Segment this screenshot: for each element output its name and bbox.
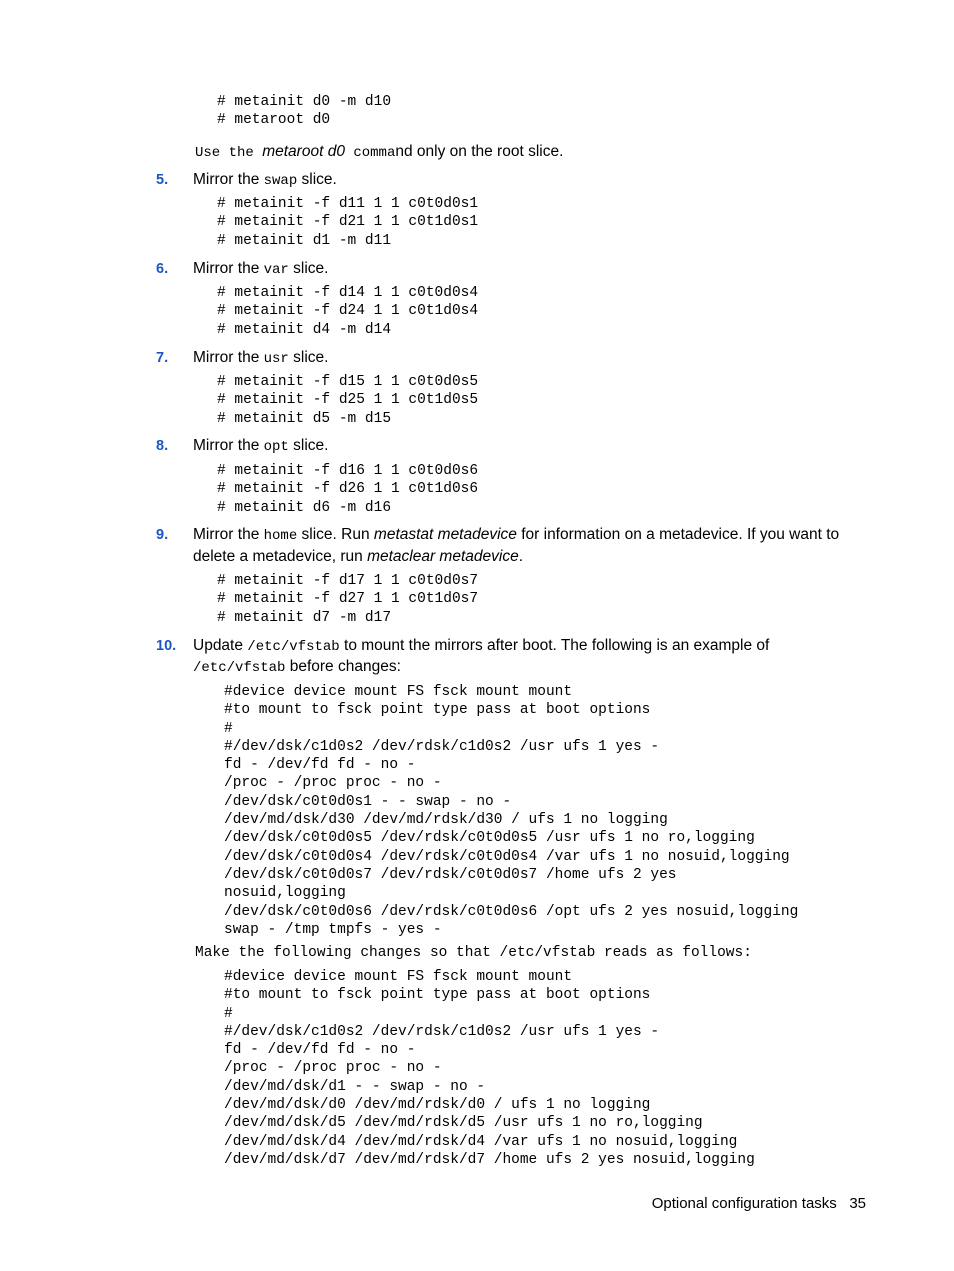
step-text: slice. — [288, 437, 329, 454]
page-footer — [652, 1193, 866, 1215]
step-10-text-line1 — [193, 635, 769, 658]
step-7-text — [193, 347, 328, 370]
code-line: /proc - /proc proc - no - — [224, 775, 442, 792]
code-block-metaroot — [217, 93, 391, 130]
note-mono-prefix: Use the — [195, 145, 263, 161]
code-line: /dev/dsk/c0t0d0s1 - - swap - no - — [224, 793, 512, 810]
step-text: Mirror the — [193, 526, 264, 543]
italic-command: metaclear metadevice — [367, 548, 519, 565]
step-text: delete a metadevice, run — [193, 548, 368, 565]
code-block-opt — [217, 462, 478, 517]
step-5-text — [193, 169, 337, 192]
page-number: 35 — [849, 1195, 866, 1212]
code-line: /dev/md/dsk/d0 /dev/md/rdsk/d0 / ufs 1 no logging — [224, 1097, 651, 1114]
step-text: slice. — [288, 260, 329, 277]
code-line: /dev/dsk/c0t0d0s4 /dev/rdsk/c0t0d0s4 /var ufs 1 no nosuid,logging — [224, 848, 790, 865]
inline-code: home — [263, 528, 298, 544]
step-text: Mirror the — [193, 349, 264, 366]
italic-command: metastat metadevice — [373, 526, 517, 543]
inline-code: swap — [263, 173, 298, 189]
code-line: #device device mount FS fsck mount mount — [224, 969, 573, 985]
note-mono-mid: comma — [344, 145, 396, 161]
step-9-text-line2 — [193, 546, 523, 568]
step-6-text — [193, 258, 328, 281]
inline-code: usr — [263, 351, 289, 367]
step-text: Update — [193, 637, 248, 654]
step-number: 5. — [156, 172, 169, 188]
code-line: swap - /tmp tmpfs - yes - — [224, 921, 442, 938]
step-number: 6. — [156, 261, 169, 277]
code-line: /proc - /proc proc - no - — [224, 1060, 442, 1077]
code-line: #/dev/dsk/c1d0s2 /dev/rdsk/c1d0s2 /usr ufs 1 yes - — [224, 738, 660, 755]
code-line: # metainit d6 -m d16 — [217, 499, 392, 516]
code-line: # metainit -f d25 1 1 c0t1d0s5 — [217, 392, 479, 409]
code-line: # metainit -f d16 1 1 c0t0d0s6 — [217, 463, 479, 479]
step-text: . — [518, 548, 523, 565]
code-line: nosuid,logging — [224, 885, 346, 902]
code-line: # metainit -f d15 1 1 c0t0d0s5 — [217, 374, 479, 390]
metaroot-note — [195, 141, 563, 164]
step-number: 10. — [156, 638, 177, 654]
step-text: before changes: — [285, 658, 401, 675]
code-line: # metainit d1 -m d11 — [217, 232, 392, 249]
step-number: 7. — [156, 350, 169, 366]
step-text: Mirror the — [193, 437, 264, 454]
code-line: # metainit d7 -m d17 — [217, 609, 392, 626]
code-line: # metainit -f d14 1 1 c0t0d0s4 — [217, 285, 479, 301]
code-line: fd - /dev/fd fd - no - — [224, 757, 416, 774]
code-line: #/dev/dsk/c1d0s2 /dev/rdsk/c1d0s2 /usr ufs 1 yes - — [224, 1023, 660, 1040]
code-line: # metainit d5 -m d15 — [217, 410, 392, 427]
code-block-var — [217, 284, 478, 339]
code-line: /dev/md/dsk/d30 /dev/md/rdsk/d30 / ufs 1 no logging — [224, 812, 668, 829]
code-block-usr — [217, 373, 478, 428]
code-line: /dev/md/dsk/d4 /dev/md/rdsk/d4 /var ufs 1 no nosuid,logging — [224, 1133, 738, 1150]
step-text: Mirror the — [193, 171, 264, 188]
inline-code: var — [263, 262, 289, 278]
code-line: /dev/dsk/c0t0d0s5 /dev/rdsk/c0t0d0s5 /usr ufs 1 no ro,logging — [224, 830, 755, 847]
code-line: /dev/md/dsk/d1 - - swap - no - — [224, 1078, 486, 1095]
code-block-vfstab-before — [224, 683, 798, 939]
code-line: /dev/md/dsk/d5 /dev/md/rdsk/d5 /usr ufs 1 no ro,logging — [224, 1115, 703, 1132]
make-changes-text: Make the following changes so that /etc/vfstab reads as follows: — [195, 945, 752, 961]
code-line: # metainit -f d17 1 1 c0t0d0s7 — [217, 573, 479, 589]
inline-code: /etc/vfstab — [247, 639, 340, 655]
code-line: # metainit -f d27 1 1 c0t1d0s7 — [217, 591, 479, 608]
code-line: /dev/dsk/c0t0d0s7 /dev/rdsk/c0t0d0s7 /home ufs 2 yes — [224, 866, 677, 883]
step-9-text-line1 — [193, 524, 839, 547]
code-line: # metainit d0 -m d10 — [217, 94, 392, 110]
code-line: # metainit -f d26 1 1 c0t1d0s6 — [217, 481, 479, 498]
inline-code: opt — [263, 439, 289, 455]
inline-code: /etc/vfstab — [193, 660, 286, 676]
step-text: to mount the mirrors after boot. The following is an example of — [339, 637, 770, 654]
step-text: for information on a metadevice. If you want to — [516, 526, 840, 543]
code-line: # metainit -f d24 1 1 c0t1d0s4 — [217, 303, 479, 320]
code-line: #to mount to fsck point type pass at boot options — [224, 987, 651, 1004]
code-line: # metainit -f d11 1 1 c0t0d0s1 — [217, 196, 479, 212]
code-line: # metainit d4 -m d14 — [217, 321, 392, 338]
code-line: # — [224, 1005, 233, 1022]
step-10-text-line2 — [193, 656, 401, 679]
code-block-swap — [217, 195, 478, 250]
code-block-home — [217, 572, 478, 627]
code-line: # — [224, 720, 233, 737]
code-block-vfstab-after — [224, 968, 755, 1169]
note-suffix: nd only on the root slice. — [395, 143, 564, 160]
code-line: #to mount to fsck point type pass at boot options — [224, 702, 651, 719]
code-line: #device device mount FS fsck mount mount — [224, 684, 573, 700]
step-number: 8. — [156, 438, 169, 454]
code-line: /dev/dsk/c0t0d0s6 /dev/rdsk/c0t0d0s6 /opt ufs 2 yes nosuid,logging — [224, 903, 799, 920]
code-line: /dev/md/dsk/d7 /dev/md/rdsk/d7 /home ufs 2 yes nosuid,logging — [224, 1151, 755, 1168]
step-text: Mirror the — [193, 260, 264, 277]
note-italic-command: metaroot d0 — [262, 143, 345, 160]
step-8-text — [193, 435, 328, 458]
code-line: # metaroot d0 — [217, 112, 331, 129]
step-text: slice. Run — [297, 526, 374, 543]
code-line: fd - /dev/fd fd - no - — [224, 1042, 416, 1059]
code-line: # metainit -f d21 1 1 c0t1d0s1 — [217, 214, 479, 231]
step-text: slice. — [288, 349, 329, 366]
step-text: slice. — [297, 171, 337, 188]
step-number: 9. — [156, 527, 169, 543]
footer-section-title: Optional configuration tasks — [651, 1195, 837, 1212]
